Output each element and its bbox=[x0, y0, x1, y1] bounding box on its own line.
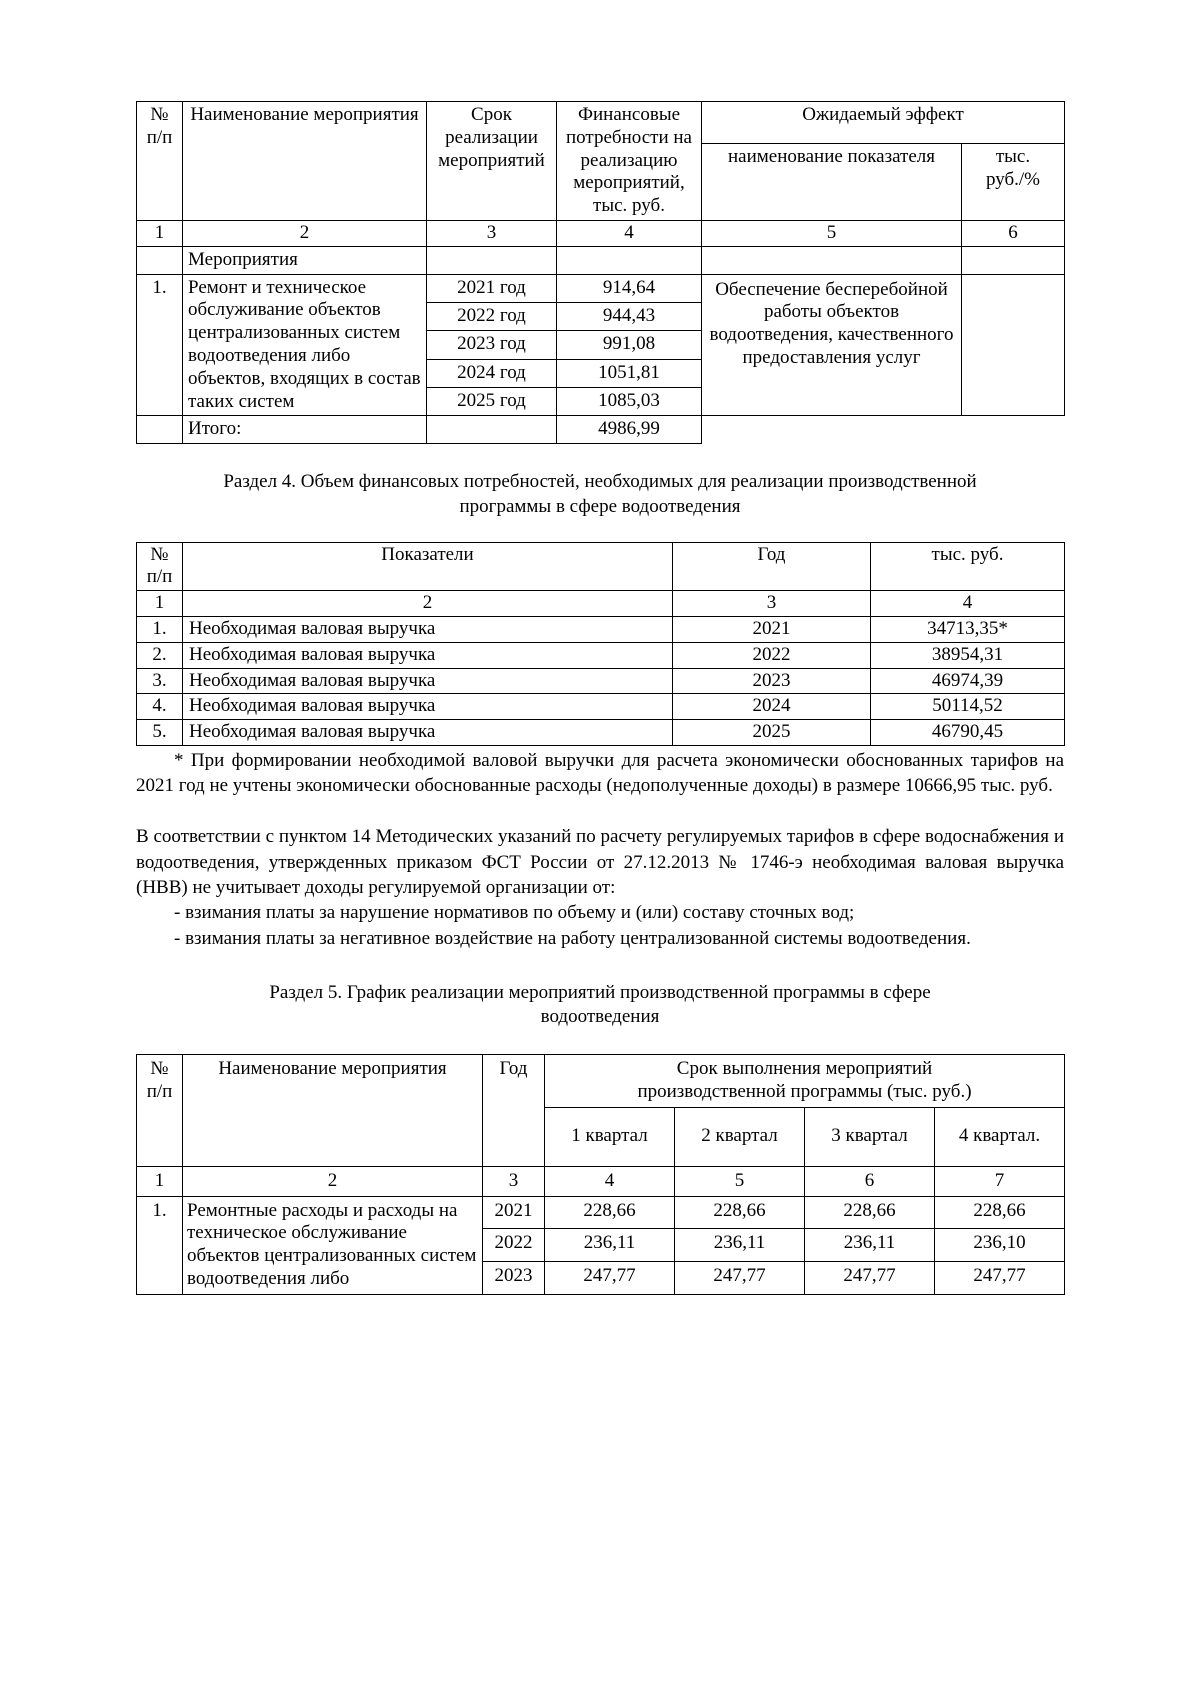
row-number: 4. bbox=[137, 694, 183, 720]
row-measure-name: Ремонтные расходы и расходы на техническое обслуживание объектов централизованных систем водоотведения либо bbox=[183, 1196, 483, 1294]
row-value: 38954,31 bbox=[871, 642, 1065, 668]
row-year: 2025 год bbox=[427, 387, 557, 415]
row-amount: 914,64 bbox=[557, 274, 702, 302]
total-row-amount: 4986,99 bbox=[557, 416, 702, 444]
col-num-4: 4 bbox=[871, 591, 1065, 617]
header-cell-units: тыс. руб./% bbox=[962, 144, 1065, 221]
row-q2: 247,77 bbox=[675, 1261, 805, 1294]
row-amount: 1051,81 bbox=[557, 359, 702, 387]
table-numbering-row bbox=[137, 591, 1065, 617]
col-num-2: 2 bbox=[183, 1166, 483, 1196]
row-q2: 236,11 bbox=[675, 1229, 805, 1262]
header-cell-number bbox=[137, 102, 183, 221]
body-bullet-1: - взимания платы за нарушение нормативов по объему и (или) составу сточных вод; bbox=[174, 902, 855, 924]
spacer bbox=[136, 798, 1064, 824]
total-row-number bbox=[137, 416, 183, 444]
header-cell-number bbox=[137, 1055, 183, 1167]
row-year: 2024 bbox=[673, 694, 871, 720]
group-row-effect bbox=[702, 246, 962, 274]
header-cell-q3: 3 квартал bbox=[805, 1107, 935, 1166]
table-row bbox=[137, 694, 1065, 720]
header-cell-expected-effect: Ожидаемый эффект bbox=[702, 102, 1065, 144]
col-num-3: 3 bbox=[427, 220, 557, 246]
row-year: 2023 bbox=[483, 1261, 545, 1294]
row-year: 2021 bbox=[673, 616, 871, 642]
col-num-3: 3 bbox=[483, 1166, 545, 1196]
table-row bbox=[137, 616, 1065, 642]
col-num-1: 1 bbox=[137, 1166, 183, 1196]
table-row bbox=[137, 720, 1065, 746]
row-year: 2021 bbox=[483, 1196, 545, 1229]
header-cell-measure-name: Наименование мероприятия bbox=[183, 1055, 483, 1167]
row-year: 2022 bbox=[483, 1229, 545, 1262]
header-cell-thousand-rub: тыс. руб. bbox=[871, 542, 1065, 591]
header-number-line1: № bbox=[150, 543, 169, 565]
measures-table bbox=[136, 101, 1065, 444]
row-amount: 1085,03 bbox=[557, 387, 702, 415]
row-value: 46790,45 bbox=[871, 720, 1065, 746]
section-4-title-line2: программы в сфере водоотведения bbox=[459, 495, 741, 517]
col-num-4: 4 bbox=[557, 220, 702, 246]
row-indicator: Необходимая валовая выручка bbox=[183, 720, 673, 746]
row-number: 5. bbox=[137, 720, 183, 746]
header-cell-number bbox=[137, 542, 183, 591]
row-q2: 228,66 bbox=[675, 1196, 805, 1229]
row-year: 2022 год bbox=[427, 302, 557, 330]
table-group-row bbox=[137, 246, 1065, 274]
col-num-6: 6 bbox=[805, 1166, 935, 1196]
row-q3: 247,77 bbox=[805, 1261, 935, 1294]
revenue-table bbox=[136, 542, 1065, 746]
header-number-line2: п/п bbox=[146, 566, 173, 588]
document-content bbox=[136, 101, 1064, 1295]
body-bullet-2: - взимания платы за негативное воздействие на работу централизованной системы водоотведения. bbox=[174, 927, 971, 949]
col-num-5: 5 bbox=[702, 220, 962, 246]
revenue-table-footnote: * При формировании необходимой валовой выручки для расчета экономически обоснованных тарифов на 2021 год не учтены экономически обоснованные расходы (недополученные доходы) в размере 10666,95 тыс. руб. bbox=[136, 749, 1064, 797]
total-row-label: Итого: bbox=[183, 416, 427, 444]
col-num-2: 2 bbox=[183, 220, 427, 246]
total-row-term bbox=[427, 416, 557, 444]
row-q4: 236,10 bbox=[935, 1229, 1065, 1262]
group-row-number bbox=[137, 246, 183, 274]
header-cell-schedule-group bbox=[545, 1055, 1065, 1108]
col-num-4: 4 bbox=[545, 1166, 675, 1196]
row-q4: 228,66 bbox=[935, 1196, 1065, 1229]
table-row bbox=[137, 642, 1065, 668]
row-indicator: Необходимая валовая выручка bbox=[183, 694, 673, 720]
header-number-line1: № bbox=[150, 1058, 169, 1080]
schedule-table bbox=[136, 1054, 1065, 1295]
row-indicator: Необходимая валовая выручка bbox=[183, 616, 673, 642]
row-year: 2025 bbox=[673, 720, 871, 746]
header-cell-indicator-name: наименование показателя bbox=[702, 144, 962, 221]
row-indicator: Необходимая валовая выручка bbox=[183, 668, 673, 694]
table-total-row bbox=[137, 416, 1065, 444]
total-row-units-empty bbox=[962, 416, 1065, 444]
section-5-title-line2: водоотведения bbox=[540, 1006, 660, 1028]
group-row-label: Мероприятия bbox=[183, 246, 427, 274]
header-cell-year: Год bbox=[673, 542, 871, 591]
row-value: 34713,35* bbox=[871, 616, 1065, 642]
col-num-1: 1 bbox=[137, 591, 183, 617]
group-row-term bbox=[427, 246, 557, 274]
col-num-5: 5 bbox=[675, 1166, 805, 1196]
col-num-2: 2 bbox=[183, 591, 673, 617]
col-num-7: 7 bbox=[935, 1166, 1065, 1196]
section-4-title bbox=[136, 470, 1064, 519]
row-q3: 236,11 bbox=[805, 1229, 935, 1262]
group-row-amount bbox=[557, 246, 702, 274]
section-5-title-line1: Раздел 5. График реализации мероприятий производственной программы в сфере bbox=[269, 981, 931, 1003]
row-amount: 944,43 bbox=[557, 302, 702, 330]
row-expected-effect: Обеспечение бесперебойной работы объектов водоотведения, качественного предоставления услуг bbox=[702, 274, 962, 416]
row-value: 50114,52 bbox=[871, 694, 1065, 720]
row-year: 2023 bbox=[673, 668, 871, 694]
row-units bbox=[962, 274, 1065, 416]
row-year: 2021 год bbox=[427, 274, 557, 302]
schedule-group-line1: Срок выполнения мероприятий bbox=[676, 1058, 933, 1080]
schedule-group-line2: производственной программы (тыс. руб.) bbox=[637, 1080, 972, 1102]
header-cell-q4: 4 квартал. bbox=[935, 1107, 1065, 1166]
header-number-line2: п/п bbox=[146, 1080, 173, 1102]
table-row bbox=[137, 1196, 1065, 1229]
total-row-effect-empty bbox=[702, 416, 962, 444]
row-q4: 247,77 bbox=[935, 1261, 1065, 1294]
col-num-1: 1 bbox=[137, 220, 183, 246]
group-row-units bbox=[962, 246, 1065, 274]
section-5-title bbox=[136, 981, 1064, 1030]
header-cell-year: Год bbox=[483, 1055, 545, 1167]
row-number: 3. bbox=[137, 668, 183, 694]
row-value: 46974,39 bbox=[871, 668, 1065, 694]
col-num-6: 6 bbox=[962, 220, 1065, 246]
header-cell-q2: 2 квартал bbox=[675, 1107, 805, 1166]
row-index: 1. bbox=[137, 1196, 183, 1294]
table-row bbox=[137, 274, 1065, 302]
table-header-row bbox=[137, 1055, 1065, 1108]
row-q1: 247,77 bbox=[545, 1261, 675, 1294]
body-paragraph-1: В соответствии с пунктом 14 Методических указаний по расчету регулируемых тарифов в сфере водоснабжения и водоотведения, утвержденных приказом ФСТ России от 27.12.2013 № 1746-э необходимая валовая выручка (НВВ) не учитывает доходы регулируемой организации от: bbox=[136, 826, 1064, 898]
row-indicator: Необходимая валовая выручка bbox=[183, 642, 673, 668]
row-q1: 236,11 bbox=[545, 1229, 675, 1262]
row-q3: 228,66 bbox=[805, 1196, 935, 1229]
header-cell-financial-needs: Финансовые потребности на реализацию мероприятий, тыс. руб. bbox=[557, 102, 702, 221]
row-q1: 228,66 bbox=[545, 1196, 675, 1229]
header-cell-q1: 1 квартал bbox=[545, 1107, 675, 1166]
section-4-title-line1: Раздел 4. Объем финансовых потребностей, необходимых для реализации производственной bbox=[223, 471, 977, 493]
row-number: 2. bbox=[137, 642, 183, 668]
row-year: 2023 год bbox=[427, 331, 557, 359]
row-number: 1. bbox=[137, 616, 183, 642]
table-row bbox=[137, 668, 1065, 694]
row-year: 2022 bbox=[673, 642, 871, 668]
header-cell-measure-name: Наименование мероприятия bbox=[183, 102, 427, 221]
row-measure-name: Ремонт и техническое обслуживание объектов централизованных систем водоотведения либо объектов, входящих в состав таких систем bbox=[183, 274, 427, 416]
table-numbering-row bbox=[137, 220, 1065, 246]
table-header-row bbox=[137, 542, 1065, 591]
header-number-line2: п/п bbox=[146, 126, 173, 148]
table-header-row bbox=[137, 102, 1065, 144]
row-amount: 991,08 bbox=[557, 331, 702, 359]
col-num-3: 3 bbox=[673, 591, 871, 617]
row-index: 1. bbox=[137, 274, 183, 416]
header-number-line1: № bbox=[150, 104, 169, 125]
table-numbering-row bbox=[137, 1166, 1065, 1196]
header-cell-indicators: Показатели bbox=[183, 542, 673, 591]
header-cell-term: Срок реализации мероприятий bbox=[427, 102, 557, 221]
row-year: 2024 год bbox=[427, 359, 557, 387]
